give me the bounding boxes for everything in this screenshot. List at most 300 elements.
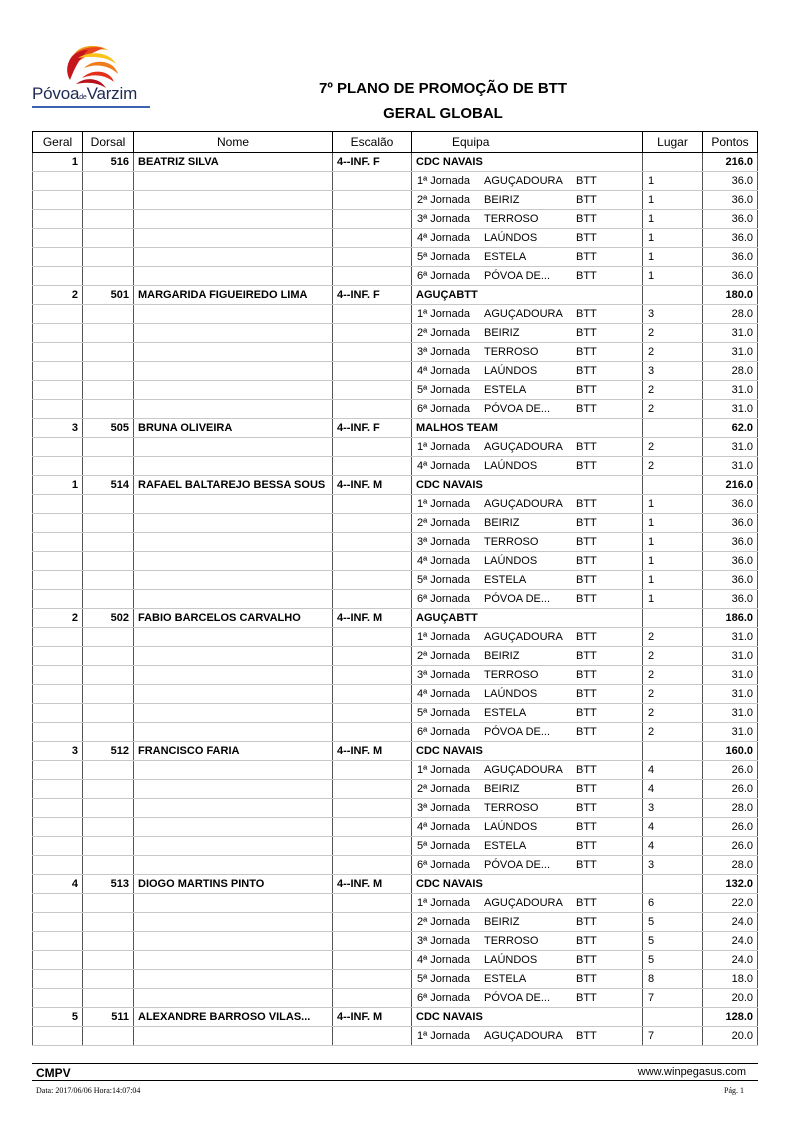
jornada-tipo: BTT — [576, 764, 597, 776]
jornada-cell — [412, 837, 643, 856]
empty-cell — [33, 172, 83, 191]
jornada-cell — [412, 932, 643, 951]
jornada-detail — [412, 628, 642, 646]
table-body — [33, 153, 758, 1046]
nome-cell: DIOGO MARTINS PINTO — [134, 875, 333, 894]
jornada-row — [33, 172, 758, 191]
jornada-lugar: 4 — [643, 818, 703, 837]
empty-cell — [83, 248, 134, 267]
jornada-name: 1ª Jornada — [417, 498, 470, 510]
jornada-detail — [412, 457, 642, 475]
empty-cell — [333, 495, 412, 514]
jornada-pontos: 26.0 — [703, 837, 758, 856]
empty-cell — [333, 514, 412, 533]
jornada-detail — [412, 894, 642, 912]
empty-cell — [83, 780, 134, 799]
jornada-lugar: 1 — [643, 514, 703, 533]
jornada-local: AGUÇADOURA — [484, 441, 563, 453]
pontos-cell: 132.0 — [703, 875, 758, 894]
empty-cell — [333, 362, 412, 381]
escalao-cell: 4--INF. F — [333, 419, 412, 438]
empty-cell — [134, 324, 333, 343]
jornada-pontos: 22.0 — [703, 894, 758, 913]
empty-cell — [333, 932, 412, 951]
empty-cell — [83, 723, 134, 742]
jornada-lugar: 2 — [643, 438, 703, 457]
jornada-local: ESTELA — [484, 840, 527, 852]
empty-cell — [33, 552, 83, 571]
jornada-row — [33, 191, 758, 210]
equipa-cell: CDC NAVAIS — [412, 1008, 643, 1027]
jornada-row — [33, 989, 758, 1008]
empty-cell — [83, 666, 134, 685]
jornada-pontos: 28.0 — [703, 799, 758, 818]
empty-cell — [83, 951, 134, 970]
jornada-pontos: 36.0 — [703, 590, 758, 609]
empty-cell — [134, 305, 333, 324]
jornada-local: TERROSO — [484, 669, 539, 681]
empty-cell — [33, 343, 83, 362]
jornada-pontos: 31.0 — [703, 400, 758, 419]
empty-cell — [33, 818, 83, 837]
empty-cell — [333, 191, 412, 210]
jornada-tipo: BTT — [576, 631, 597, 643]
jornada-detail — [412, 362, 642, 380]
jornada-name: 3ª Jornada — [417, 213, 470, 225]
empty-cell — [333, 913, 412, 932]
empty-cell — [33, 381, 83, 400]
jornada-tipo: BTT — [576, 916, 597, 928]
jornada-lugar: 5 — [643, 913, 703, 932]
jornada-lugar: 2 — [643, 381, 703, 400]
nome-cell: FABIO BARCELOS CARVALHO — [134, 609, 333, 628]
col-header-pontos: Pontos — [703, 132, 758, 153]
jornada-local: ESTELA — [484, 707, 527, 719]
empty-cell — [83, 970, 134, 989]
jornada-pontos: 31.0 — [703, 381, 758, 400]
jornada-local: ESTELA — [484, 574, 527, 586]
jornada-pontos: 36.0 — [703, 191, 758, 210]
empty-cell — [134, 761, 333, 780]
jornada-tipo: BTT — [576, 194, 597, 206]
empty-cell — [134, 571, 333, 590]
jornada-tipo: BTT — [576, 726, 597, 738]
escalao-cell: 4--INF. M — [333, 476, 412, 495]
footer-website: www.winpegasus.com — [637, 1066, 746, 1078]
empty-cell — [333, 666, 412, 685]
geral-cell: 4 — [33, 875, 83, 894]
empty-cell — [83, 761, 134, 780]
nome-cell: BRUNA OLIVEIRA — [134, 419, 333, 438]
jornada-lugar: 2 — [643, 704, 703, 723]
jornada-tipo: BTT — [576, 346, 597, 358]
jornada-pontos: 36.0 — [703, 229, 758, 248]
jornada-cell — [412, 780, 643, 799]
jornada-lugar: 7 — [643, 1027, 703, 1046]
empty-cell — [333, 324, 412, 343]
jornada-local: BEIRIZ — [484, 916, 520, 928]
jornada-row — [33, 761, 758, 780]
empty-cell — [33, 894, 83, 913]
jornada-cell — [412, 533, 643, 552]
jornada-lugar: 1 — [643, 590, 703, 609]
empty-cell — [83, 818, 134, 837]
equipa-cell: CDC NAVAIS — [412, 153, 643, 172]
jornada-lugar: 1 — [643, 229, 703, 248]
jornada-detail — [412, 704, 642, 722]
empty-cell — [134, 970, 333, 989]
jornada-cell — [412, 951, 643, 970]
empty-cell — [83, 495, 134, 514]
jornada-local: PÓVOA DE... — [484, 726, 551, 738]
jornada-name: 5ª Jornada — [417, 840, 470, 852]
jornada-tipo: BTT — [576, 555, 597, 567]
escalao-cell: 4--INF. F — [333, 286, 412, 305]
jornada-lugar: 1 — [643, 172, 703, 191]
lugar-cell — [643, 153, 703, 172]
empty-cell — [134, 932, 333, 951]
equipa-cell: AGUÇABTT — [412, 609, 643, 628]
empty-cell — [134, 856, 333, 875]
athlete-row — [33, 419, 758, 438]
jornada-row — [33, 799, 758, 818]
jornada-row — [33, 590, 758, 609]
empty-cell — [134, 495, 333, 514]
jornada-name: 6ª Jornada — [417, 270, 470, 282]
jornada-tipo: BTT — [576, 232, 597, 244]
equipa-cell: CDC NAVAIS — [412, 742, 643, 761]
empty-cell — [333, 837, 412, 856]
jornada-local: PÓVOA DE... — [484, 270, 551, 282]
empty-cell — [33, 799, 83, 818]
empty-cell — [333, 799, 412, 818]
jornada-detail — [412, 229, 642, 247]
empty-cell — [83, 590, 134, 609]
jornada-name: 6ª Jornada — [417, 403, 470, 415]
footer-org: CMPV — [36, 1066, 71, 1080]
jornada-local: LAÚNDOS — [484, 555, 538, 567]
jornada-lugar: 1 — [643, 191, 703, 210]
empty-cell — [333, 172, 412, 191]
jornada-pontos: 31.0 — [703, 343, 758, 362]
jornada-cell — [412, 761, 643, 780]
jornada-name: 6ª Jornada — [417, 726, 470, 738]
jornada-cell — [412, 989, 643, 1008]
jornada-lugar: 3 — [643, 362, 703, 381]
jornada-lugar: 3 — [643, 856, 703, 875]
jornada-pontos: 36.0 — [703, 267, 758, 286]
empty-cell — [83, 362, 134, 381]
jornada-detail — [412, 951, 642, 969]
jornada-pontos: 31.0 — [703, 438, 758, 457]
empty-cell — [33, 305, 83, 324]
escalao-cell: 4--INF. F — [333, 153, 412, 172]
jornada-cell — [412, 191, 643, 210]
empty-cell — [333, 533, 412, 552]
jornada-cell — [412, 552, 643, 571]
dorsal-cell: 511 — [83, 1008, 134, 1027]
empty-cell — [134, 381, 333, 400]
empty-cell — [134, 628, 333, 647]
empty-cell — [33, 628, 83, 647]
empty-cell — [33, 761, 83, 780]
empty-cell — [83, 856, 134, 875]
jornada-name: 6ª Jornada — [417, 593, 470, 605]
jornada-local: TERROSO — [484, 536, 539, 548]
lugar-cell — [643, 476, 703, 495]
table-header-row — [33, 132, 758, 153]
empty-cell — [33, 400, 83, 419]
jornada-row — [33, 381, 758, 400]
jornada-cell — [412, 685, 643, 704]
jornada-local: LAÚNDOS — [484, 460, 538, 472]
jornada-tipo: BTT — [576, 213, 597, 225]
jornada-row — [33, 704, 758, 723]
jornada-detail — [412, 799, 642, 817]
empty-cell — [134, 913, 333, 932]
escalao-cell: 4--INF. M — [333, 742, 412, 761]
jornada-name: 1ª Jornada — [417, 175, 470, 187]
jornada-detail — [412, 533, 642, 551]
jornada-cell — [412, 723, 643, 742]
empty-cell — [333, 647, 412, 666]
jornada-detail — [412, 514, 642, 532]
jornada-pontos: 18.0 — [703, 970, 758, 989]
jornada-cell — [412, 362, 643, 381]
jornada-pontos: 28.0 — [703, 362, 758, 381]
empty-cell — [83, 1027, 134, 1046]
jornada-cell — [412, 248, 643, 267]
jornada-lugar: 5 — [643, 951, 703, 970]
jornada-lugar: 1 — [643, 552, 703, 571]
empty-cell — [333, 381, 412, 400]
empty-cell — [134, 400, 333, 419]
jornada-tipo: BTT — [576, 669, 597, 681]
jornada-detail — [412, 590, 642, 608]
empty-cell — [333, 229, 412, 248]
jornada-tipo: BTT — [576, 498, 597, 510]
jornada-cell — [412, 799, 643, 818]
empty-cell — [333, 704, 412, 723]
empty-cell — [333, 267, 412, 286]
jornada-name: 1ª Jornada — [417, 1030, 470, 1042]
jornada-tipo: BTT — [576, 954, 597, 966]
jornada-pontos: 36.0 — [703, 172, 758, 191]
jornada-detail — [412, 666, 642, 684]
empty-cell — [33, 191, 83, 210]
jornada-lugar: 2 — [643, 400, 703, 419]
empty-cell — [33, 533, 83, 552]
jornada-pontos: 28.0 — [703, 856, 758, 875]
jornada-detail — [412, 723, 642, 741]
jornada-name: 2ª Jornada — [417, 194, 470, 206]
footer-date: Data: 2017/06/06 Hora:14:07:04 — [36, 1086, 141, 1095]
empty-cell — [333, 552, 412, 571]
lugar-cell — [643, 286, 703, 305]
empty-cell — [134, 685, 333, 704]
jornada-name: 4ª Jornada — [417, 688, 470, 700]
dorsal-cell: 501 — [83, 286, 134, 305]
empty-cell — [134, 704, 333, 723]
jornada-row — [33, 210, 758, 229]
equipa-cell: MALHOS TEAM — [412, 419, 643, 438]
standings-table — [32, 131, 758, 1046]
empty-cell — [83, 267, 134, 286]
jornada-name: 4ª Jornada — [417, 460, 470, 472]
jornada-row — [33, 343, 758, 362]
jornada-pontos: 26.0 — [703, 761, 758, 780]
jornada-cell — [412, 438, 643, 457]
jornada-tipo: BTT — [576, 270, 597, 282]
jornada-detail — [412, 343, 642, 361]
jornada-tipo: BTT — [576, 593, 597, 605]
jornada-pontos: 36.0 — [703, 495, 758, 514]
empty-cell — [333, 856, 412, 875]
jornada-lugar: 3 — [643, 799, 703, 818]
empty-cell — [83, 932, 134, 951]
jornada-detail — [412, 495, 642, 513]
jornada-name: 4ª Jornada — [417, 232, 470, 244]
empty-cell — [134, 894, 333, 913]
empty-cell — [134, 647, 333, 666]
jornada-tipo: BTT — [576, 992, 597, 1004]
jornada-name: 4ª Jornada — [417, 555, 470, 567]
empty-cell — [83, 457, 134, 476]
empty-cell — [333, 723, 412, 742]
jornada-cell — [412, 514, 643, 533]
empty-cell — [83, 647, 134, 666]
jornada-name: 4ª Jornada — [417, 821, 470, 833]
jornada-name: 2ª Jornada — [417, 327, 470, 339]
jornada-lugar: 2 — [643, 324, 703, 343]
logo-text: PóvoadeVarzim — [32, 84, 138, 103]
jornada-row — [33, 685, 758, 704]
empty-cell — [134, 951, 333, 970]
empty-cell — [333, 438, 412, 457]
lugar-cell — [643, 609, 703, 628]
empty-cell — [134, 989, 333, 1008]
jornada-cell — [412, 628, 643, 647]
jornada-detail — [412, 381, 642, 399]
jornada-row — [33, 495, 758, 514]
nome-cell: MARGARIDA FIGUEIREDO LIMA — [134, 286, 333, 305]
jornada-tipo: BTT — [576, 897, 597, 909]
equipa-cell: CDC NAVAIS — [412, 476, 643, 495]
jornada-lugar: 3 — [643, 305, 703, 324]
empty-cell — [33, 856, 83, 875]
jornada-detail — [412, 248, 642, 266]
jornada-tipo: BTT — [576, 574, 597, 586]
jornada-lugar: 2 — [643, 666, 703, 685]
empty-cell — [33, 723, 83, 742]
jornada-tipo: BTT — [576, 802, 597, 814]
jornada-name: 6ª Jornada — [417, 859, 470, 871]
geral-cell: 1 — [33, 476, 83, 495]
footer-rule-bottom — [32, 1080, 758, 1081]
empty-cell — [83, 229, 134, 248]
pontos-cell: 180.0 — [703, 286, 758, 305]
jornada-name: 3ª Jornada — [417, 669, 470, 681]
jornada-cell — [412, 457, 643, 476]
jornada-tipo: BTT — [576, 308, 597, 320]
athlete-row — [33, 875, 758, 894]
jornada-tipo: BTT — [576, 688, 597, 700]
jornada-lugar: 2 — [643, 343, 703, 362]
nome-cell: ALEXANDRE BARROSO VILAS... — [134, 1008, 333, 1027]
empty-cell — [33, 514, 83, 533]
empty-cell — [134, 457, 333, 476]
empty-cell — [33, 324, 83, 343]
jornada-pontos: 20.0 — [703, 1027, 758, 1046]
jornada-detail — [412, 210, 642, 228]
jornada-tipo: BTT — [576, 650, 597, 662]
jornada-detail — [412, 856, 642, 874]
jornada-lugar: 5 — [643, 932, 703, 951]
jornada-detail — [412, 571, 642, 589]
jornada-tipo: BTT — [576, 175, 597, 187]
athlete-row — [33, 476, 758, 495]
jornada-detail — [412, 267, 642, 285]
empty-cell — [33, 666, 83, 685]
jornada-pontos: 36.0 — [703, 248, 758, 267]
empty-cell — [333, 305, 412, 324]
jornada-tipo: BTT — [576, 365, 597, 377]
jornada-row — [33, 913, 758, 932]
jornada-tipo: BTT — [576, 821, 597, 833]
jornada-local: AGUÇADOURA — [484, 498, 563, 510]
empty-cell — [33, 780, 83, 799]
jornada-name: 1ª Jornada — [417, 897, 470, 909]
jornada-row — [33, 932, 758, 951]
jornada-cell — [412, 400, 643, 419]
jornada-tipo: BTT — [576, 935, 597, 947]
jornada-cell — [412, 666, 643, 685]
empty-cell — [33, 229, 83, 248]
jornada-pontos: 20.0 — [703, 989, 758, 1008]
jornada-pontos: 31.0 — [703, 666, 758, 685]
jornada-cell — [412, 970, 643, 989]
empty-cell — [83, 305, 134, 324]
empty-cell — [33, 1027, 83, 1046]
jornada-cell — [412, 229, 643, 248]
empty-cell — [134, 438, 333, 457]
empty-cell — [83, 191, 134, 210]
jornada-tipo: BTT — [576, 517, 597, 529]
empty-cell — [333, 989, 412, 1008]
jornada-row — [33, 856, 758, 875]
dorsal-cell: 513 — [83, 875, 134, 894]
empty-cell — [83, 894, 134, 913]
empty-cell — [83, 533, 134, 552]
jornada-cell — [412, 172, 643, 191]
athlete-row — [33, 1008, 758, 1027]
empty-cell — [33, 647, 83, 666]
jornada-name: 5ª Jornada — [417, 973, 470, 985]
geral-cell: 5 — [33, 1008, 83, 1027]
jornada-row — [33, 552, 758, 571]
jornada-local: BEIRIZ — [484, 327, 520, 339]
empty-cell — [33, 590, 83, 609]
footer-rule-top — [32, 1063, 758, 1064]
jornada-local: PÓVOA DE... — [484, 403, 551, 415]
report-subtitle: GERAL GLOBAL — [383, 105, 503, 122]
jornada-row — [33, 628, 758, 647]
jornada-lugar: 1 — [643, 533, 703, 552]
jornada-lugar: 2 — [643, 647, 703, 666]
empty-cell — [33, 989, 83, 1008]
jornada-pontos: 26.0 — [703, 780, 758, 799]
jornada-pontos: 36.0 — [703, 552, 758, 571]
